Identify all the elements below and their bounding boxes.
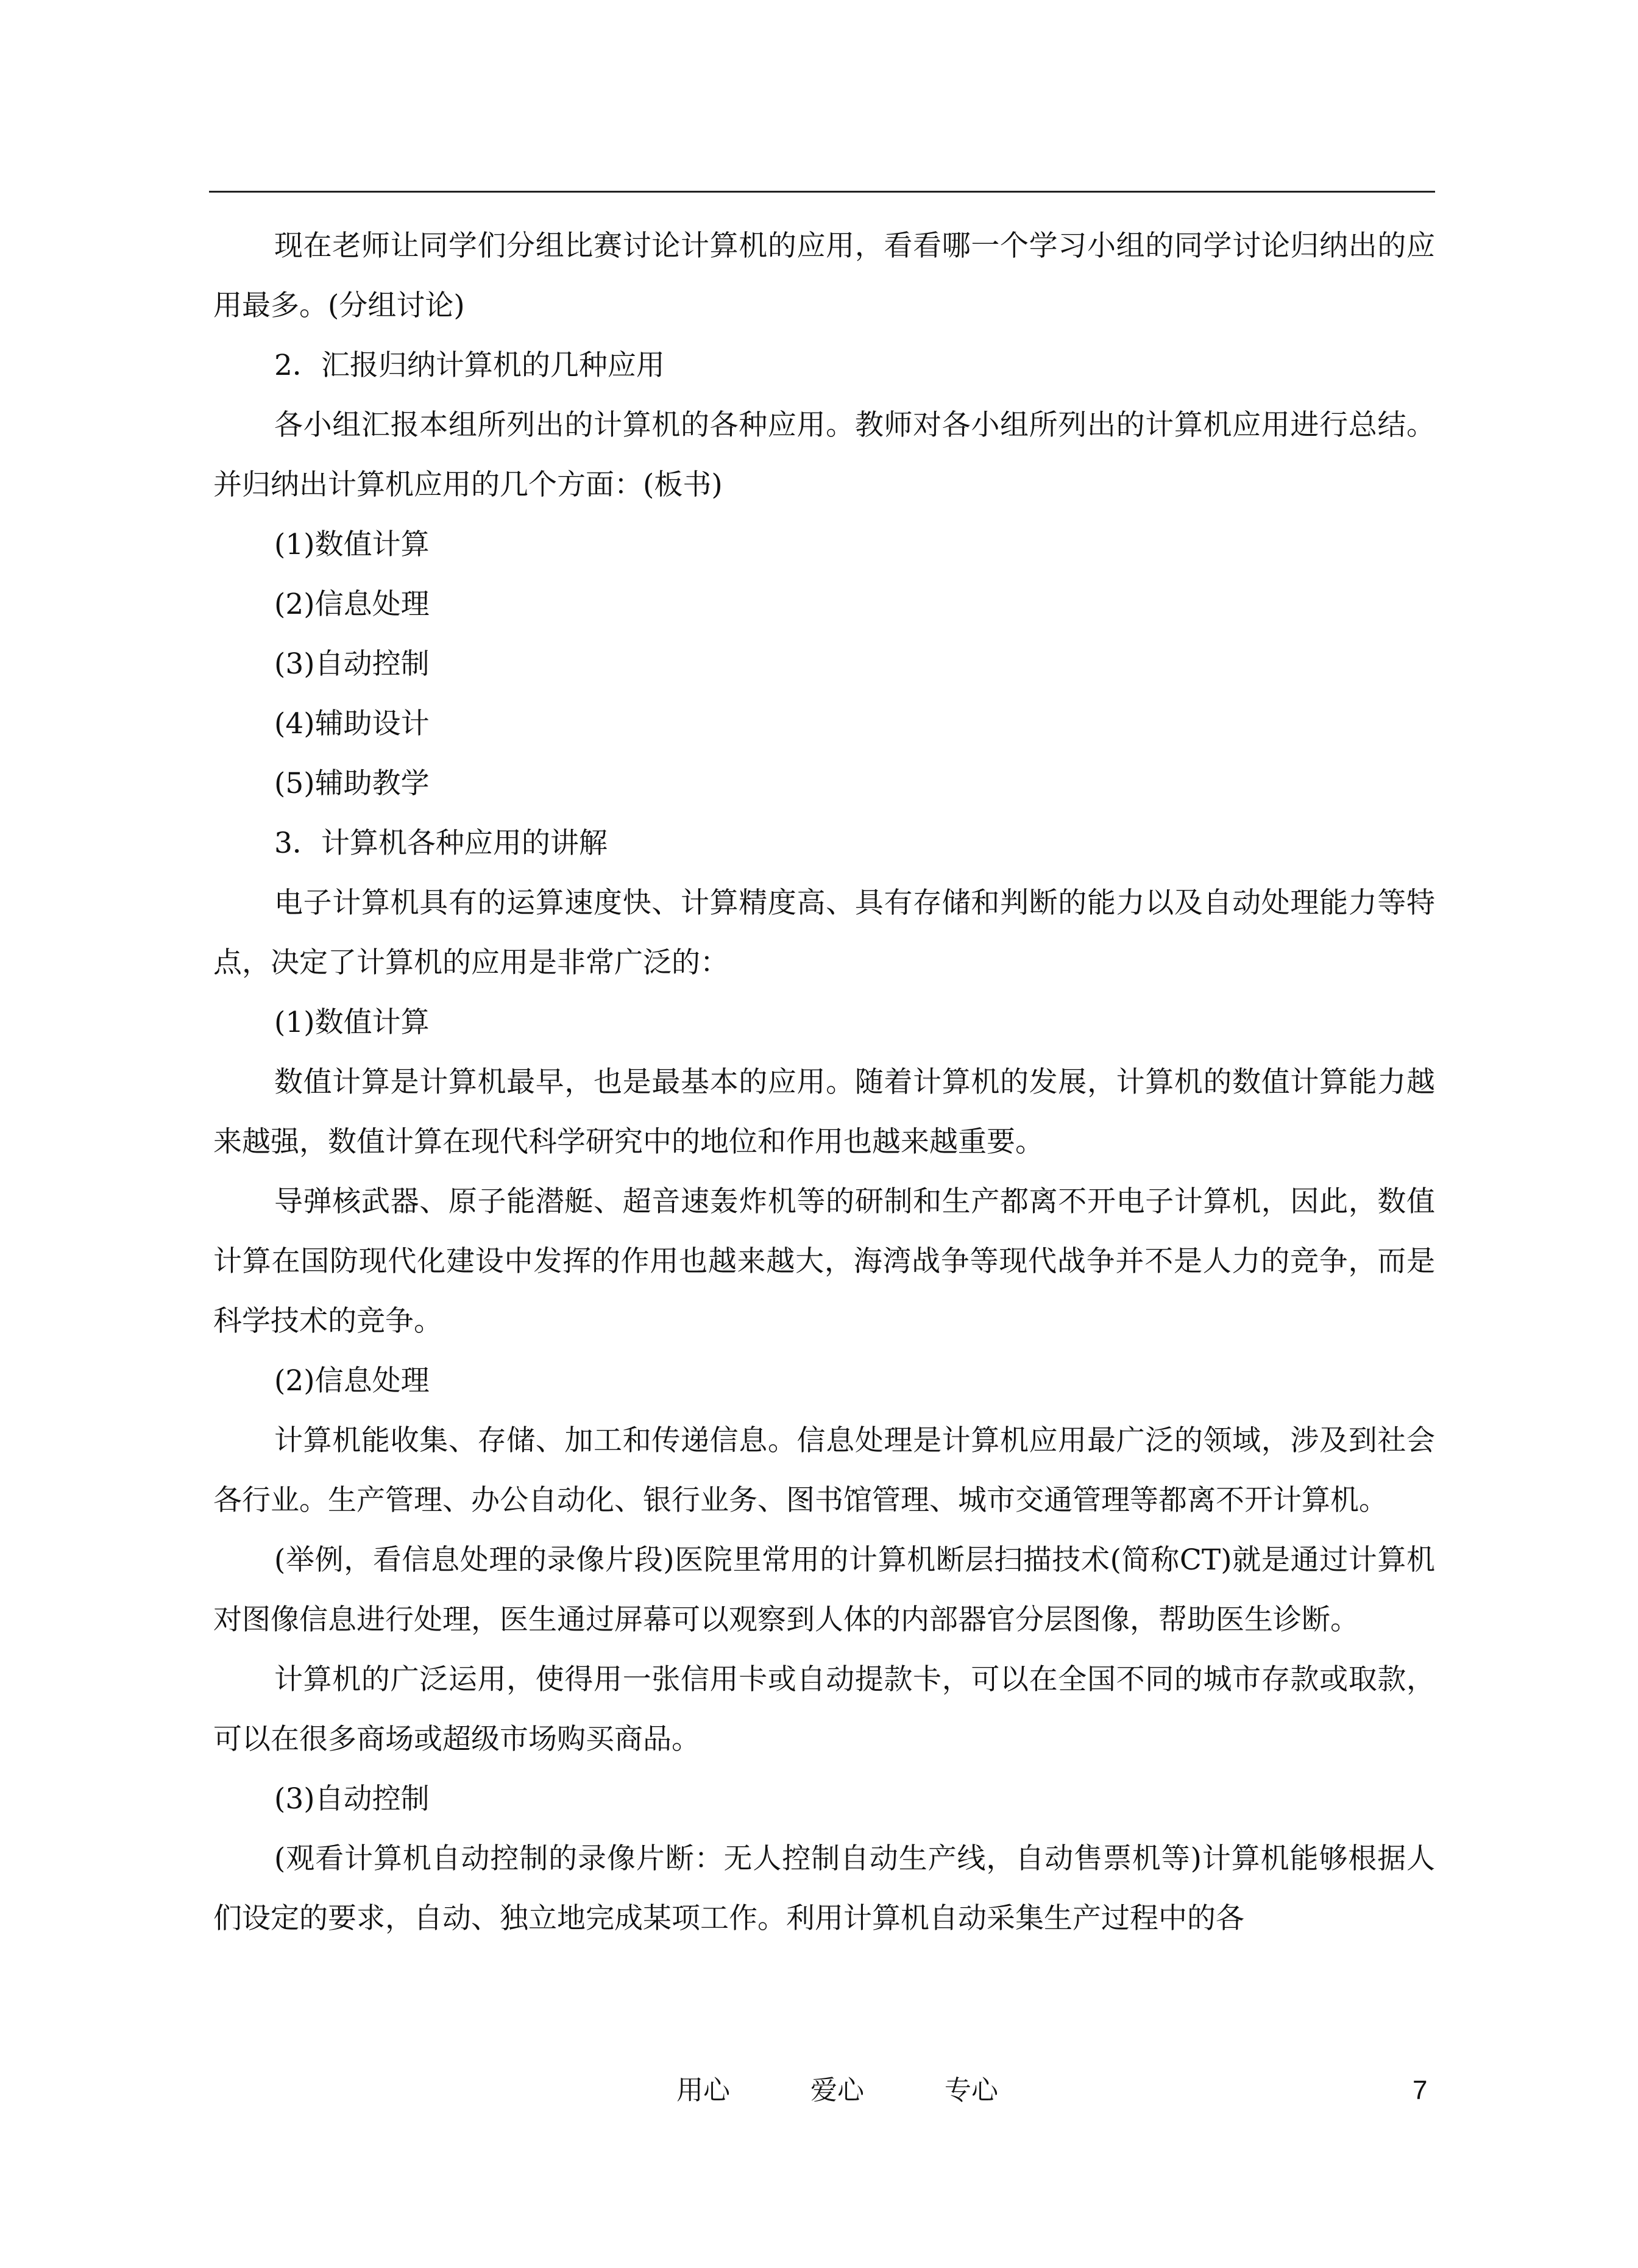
- paragraph: 计算机的广泛运用，使得用一张信用卡或自动提款卡，可以在全国不同的城市存款或取款，可以在很多商场或超级市场购买商品。: [213, 1663, 1435, 1756]
- paragraph: (3)自动控制: [274, 1782, 430, 1816]
- paragraph: (1)数值计算: [274, 528, 430, 561]
- footer-slogan: [676, 2072, 1070, 2109]
- footer-slogan-item: 用心: [676, 2075, 730, 2106]
- page-footer: [0, 2072, 1638, 2109]
- footer-slogan-item: 爱心: [810, 2075, 864, 2106]
- paragraph: 3．计算机各种应用的讲解: [274, 827, 608, 860]
- paragraph: 数值计算是计算机最早，也是最基本的应用。随着计算机的发展，计算机的数值计算能力越来越强，数值计算在现代科学研究中的地位和作用也越来越重要。: [213, 1065, 1435, 1159]
- paragraph: 各小组汇报本组所列出的计算机的各种应用。教师对各小组所列出的计算机应用进行总结。并归纳出计算机应用的几个方面：(板书): [213, 408, 1435, 502]
- paragraph: (3)自动控制: [274, 647, 430, 681]
- header-rule: [209, 191, 1435, 193]
- paragraph: 导弹核武器、原子能潜艇、超音速轰炸机等的研制和生产都离不开电子计算机，因此，数值计算在国防现代化建设中发挥的作用也越来越大，海湾战争等现代战争并不是人力的竞争，而是科学技术的竞争。: [213, 1185, 1435, 1338]
- paragraph: (观看计算机自动控制的录像片断：无人控制自动生产线，自动售票机等)计算机能够根据人们设定的要求，自动、独立地完成某项工作。利用计算机自动采集生产过程中的各: [213, 1842, 1435, 1935]
- paragraph: (5)辅助教学: [274, 767, 430, 800]
- paragraph: (举例，看信息处理的录像片段)医院里常用的计算机断层扫描技术(简称CT)就是通过计算机对图像信息进行处理，医生通过屏幕可以观察到人体的内部器官分层图像，帮助医生诊断。: [213, 1543, 1435, 1637]
- paragraph: 电子计算机具有的运算速度快、计算精度高、具有存储和判断的能力以及自动处理能力等特点，决定了计算机的应用是非常广泛的：: [213, 886, 1435, 979]
- paragraph: 2．汇报归纳计算机的几种应用: [274, 349, 665, 382]
- paragraph: (4)辅助设计: [274, 707, 430, 741]
- paragraph: 现在老师让同学们分组比赛讨论计算机的应用，看看哪一个学习小组的同学讨论归纳出的应用最多。(分组讨论): [213, 229, 1435, 322]
- page-number: 7: [1413, 2075, 1428, 2105]
- body-text: [213, 216, 1435, 1949]
- footer-slogan-item: 专心: [945, 2075, 998, 2106]
- paragraph: 计算机能收集、存储、加工和传递信息。信息处理是计算机应用最广泛的领域，涉及到社会各行业。生产管理、办公自动化、银行业务、图书馆管理、城市交通管理等都离不开计算机。: [213, 1424, 1435, 1517]
- paragraph: (2)信息处理: [274, 588, 430, 621]
- paragraph: (2)信息处理: [274, 1364, 430, 1398]
- paragraph: (1)数值计算: [274, 1006, 430, 1039]
